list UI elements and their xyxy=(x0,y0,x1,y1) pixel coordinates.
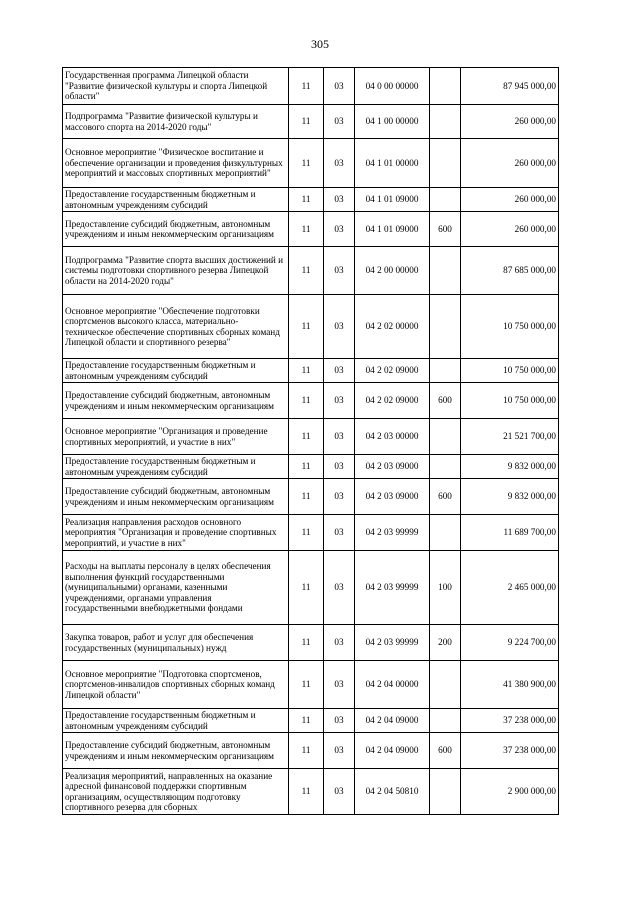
row-gr-code: 11 xyxy=(289,733,324,769)
row-target-article: 04 2 02 09000 xyxy=(355,383,430,419)
row-gr-code: 11 xyxy=(289,551,324,625)
row-gr-code: 11 xyxy=(289,188,324,212)
row-pr-code: 03 xyxy=(324,105,355,139)
row-description: Основное мероприятие "Обеспечение подготовки спортсменов высокого класса, материально-техническое обеспечение спортивных сборных команд Липецкой области и спортивного резерва" xyxy=(63,295,289,359)
row-target-article: 04 2 02 00000 xyxy=(355,295,430,359)
row-target-article: 04 2 03 00000 xyxy=(355,419,430,455)
row-pr-code: 03 xyxy=(324,359,355,383)
row-target-article: 04 2 02 09000 xyxy=(355,359,430,383)
row-expense-type xyxy=(430,105,461,139)
table-row xyxy=(63,625,559,661)
row-description: Реализация мероприятий, направленных на оказание адресной финансовой поддержки спортивным организациям, осуществляющим подготовку спортивного резерва для сборных xyxy=(63,769,289,815)
row-amount: 37 238 000,00 xyxy=(461,709,559,733)
row-expense-type: 600 xyxy=(430,383,461,419)
row-expense-type: 200 xyxy=(430,625,461,661)
row-pr-code: 03 xyxy=(324,139,355,188)
row-description: Реализация направления расходов основного мероприятия "Организация и проведение спортивных мероприятий, и участие в них" xyxy=(63,515,289,551)
row-gr-code: 11 xyxy=(289,212,324,247)
row-target-article: 04 2 04 50810 xyxy=(355,769,430,815)
row-amount: 2 900 000,00 xyxy=(461,769,559,815)
row-pr-code: 03 xyxy=(324,769,355,815)
table-row xyxy=(63,68,559,105)
table-row xyxy=(63,105,559,139)
row-expense-type xyxy=(430,709,461,733)
row-gr-code: 11 xyxy=(289,661,324,709)
row-gr-code: 11 xyxy=(289,709,324,733)
row-expense-type xyxy=(430,188,461,212)
row-gr-code: 11 xyxy=(289,455,324,479)
row-pr-code: 03 xyxy=(324,419,355,455)
row-gr-code: 11 xyxy=(289,515,324,551)
row-target-article: 04 0 00 00000 xyxy=(355,68,430,105)
row-amount: 37 238 000,00 xyxy=(461,733,559,769)
row-expense-type xyxy=(430,247,461,295)
row-pr-code: 03 xyxy=(324,551,355,625)
row-expense-type xyxy=(430,295,461,359)
row-gr-code: 11 xyxy=(289,295,324,359)
table-row xyxy=(63,247,559,295)
table-row xyxy=(63,479,559,515)
row-amount: 9 832 000,00 xyxy=(461,455,559,479)
budget-table xyxy=(62,67,559,815)
table-row xyxy=(63,359,559,383)
row-amount: 260 000,00 xyxy=(461,188,559,212)
row-target-article: 04 2 03 09000 xyxy=(355,479,430,515)
row-pr-code: 03 xyxy=(324,625,355,661)
row-expense-type xyxy=(430,68,461,105)
row-amount: 10 750 000,00 xyxy=(461,359,559,383)
row-amount: 2 465 000,00 xyxy=(461,551,559,625)
table-row xyxy=(63,419,559,455)
row-target-article: 04 1 01 09000 xyxy=(355,188,430,212)
page-number: 305 xyxy=(311,37,329,51)
row-expense-type xyxy=(430,769,461,815)
row-description: Подпрограмма "Развитие физической культуры и массового спорта на 2014-2020 годы" xyxy=(63,105,289,139)
row-target-article: 04 2 03 99999 xyxy=(355,625,430,661)
row-expense-type xyxy=(430,661,461,709)
row-description: Расходы на выплаты персоналу в целях обеспечения выполнения функций государственными (муниципальными) органами, казенными учреждениями, органами управления государственными внебюджетными фондами xyxy=(63,551,289,625)
table-row xyxy=(63,515,559,551)
row-target-article: 04 1 01 09000 xyxy=(355,212,430,247)
row-description: Основное мероприятие "Физическое воспитание и обеспечение организации и проведения физкультурных мероприятий и массовых спортивных мероприятий" xyxy=(63,139,289,188)
row-amount: 260 000,00 xyxy=(461,139,559,188)
table-row xyxy=(63,455,559,479)
row-expense-type xyxy=(430,419,461,455)
row-target-article: 04 1 00 00000 xyxy=(355,105,430,139)
row-pr-code: 03 xyxy=(324,515,355,551)
table-row xyxy=(63,551,559,625)
row-description: Предоставление субсидий бюджетным, автономным учреждениям и иным некоммерческим организациям xyxy=(63,383,289,419)
row-target-article: 04 2 04 00000 xyxy=(355,661,430,709)
row-amount: 10 750 000,00 xyxy=(461,295,559,359)
row-target-article: 04 2 04 09000 xyxy=(355,733,430,769)
row-gr-code: 11 xyxy=(289,105,324,139)
table-row xyxy=(63,709,559,733)
row-amount: 260 000,00 xyxy=(461,212,559,247)
row-description: Предоставление субсидий бюджетным, автономным учреждениям и иным некоммерческим организациям xyxy=(63,212,289,247)
row-amount: 9 832 000,00 xyxy=(461,479,559,515)
row-target-article: 04 1 01 00000 xyxy=(355,139,430,188)
row-pr-code: 03 xyxy=(324,212,355,247)
row-description: Основное мероприятие "Организация и проведение спортивных мероприятий, и участие в них" xyxy=(63,419,289,455)
row-description: Закупка товаров, работ и услуг для обеспечения государственных (муниципальных) нужд xyxy=(63,625,289,661)
table-row xyxy=(63,383,559,419)
row-amount: 11 689 700,00 xyxy=(461,515,559,551)
row-pr-code: 03 xyxy=(324,383,355,419)
row-target-article: 04 2 00 00000 xyxy=(355,247,430,295)
row-expense-type: 600 xyxy=(430,733,461,769)
table-row xyxy=(63,212,559,247)
row-target-article: 04 2 03 99999 xyxy=(355,515,430,551)
row-description: Предоставление субсидий бюджетным, автономным учреждениям и иным некоммерческим организациям xyxy=(63,733,289,769)
row-pr-code: 03 xyxy=(324,661,355,709)
row-expense-type xyxy=(430,139,461,188)
row-target-article: 04 2 04 09000 xyxy=(355,709,430,733)
row-pr-code: 03 xyxy=(324,455,355,479)
row-gr-code: 11 xyxy=(289,769,324,815)
row-description: Подпрограмма "Развитие спорта высших достижений и системы подготовки спортивного резерва Липецкой области на 2014-2020 годы" xyxy=(63,247,289,295)
row-amount: 10 750 000,00 xyxy=(461,383,559,419)
row-expense-type xyxy=(430,455,461,479)
row-amount: 260 000,00 xyxy=(461,105,559,139)
table-row xyxy=(63,188,559,212)
row-gr-code: 11 xyxy=(289,139,324,188)
row-description: Предоставление государственным бюджетным и автономным учреждениям субсидий xyxy=(63,709,289,733)
row-gr-code: 11 xyxy=(289,359,324,383)
row-description: Предоставление субсидий бюджетным, автономным учреждениям и иным некоммерческим организациям xyxy=(63,479,289,515)
row-pr-code: 03 xyxy=(324,68,355,105)
row-description: Основное мероприятие "Подготовка спортсменов, спортсменов-инвалидов спортивных сборных команд Липецкой области" xyxy=(63,661,289,709)
row-description: Государственная программа Липецкой области "Развитие физической культуры и спорта Липецкой области" xyxy=(63,68,289,105)
row-pr-code: 03 xyxy=(324,733,355,769)
row-amount: 87 945 000,00 xyxy=(461,68,559,105)
row-description: Предоставление государственным бюджетным и автономным учреждениям субсидий xyxy=(63,188,289,212)
row-amount: 87 685 000,00 xyxy=(461,247,559,295)
row-pr-code: 03 xyxy=(324,295,355,359)
row-pr-code: 03 xyxy=(324,479,355,515)
row-amount: 9 224 700,00 xyxy=(461,625,559,661)
row-gr-code: 11 xyxy=(289,68,324,105)
row-expense-type: 100 xyxy=(430,551,461,625)
row-pr-code: 03 xyxy=(324,247,355,295)
table-row xyxy=(63,295,559,359)
row-pr-code: 03 xyxy=(324,709,355,733)
row-expense-type: 600 xyxy=(430,212,461,247)
row-pr-code: 03 xyxy=(324,188,355,212)
table-row xyxy=(63,769,559,815)
table-row xyxy=(63,661,559,709)
row-expense-type xyxy=(430,515,461,551)
row-gr-code: 11 xyxy=(289,383,324,419)
row-gr-code: 11 xyxy=(289,625,324,661)
row-target-article: 04 2 03 99999 xyxy=(355,551,430,625)
table-row xyxy=(63,139,559,188)
row-target-article: 04 2 03 09000 xyxy=(355,455,430,479)
row-gr-code: 11 xyxy=(289,419,324,455)
row-amount: 41 380 900,00 xyxy=(461,661,559,709)
row-description: Предоставление государственным бюджетным и автономным учреждениям субсидий xyxy=(63,359,289,383)
row-expense-type: 600 xyxy=(430,479,461,515)
row-gr-code: 11 xyxy=(289,247,324,295)
row-amount: 21 521 700,00 xyxy=(461,419,559,455)
row-gr-code: 11 xyxy=(289,479,324,515)
row-description: Предоставление государственным бюджетным и автономным учреждениям субсидий xyxy=(63,455,289,479)
table-row xyxy=(63,733,559,769)
row-expense-type xyxy=(430,359,461,383)
